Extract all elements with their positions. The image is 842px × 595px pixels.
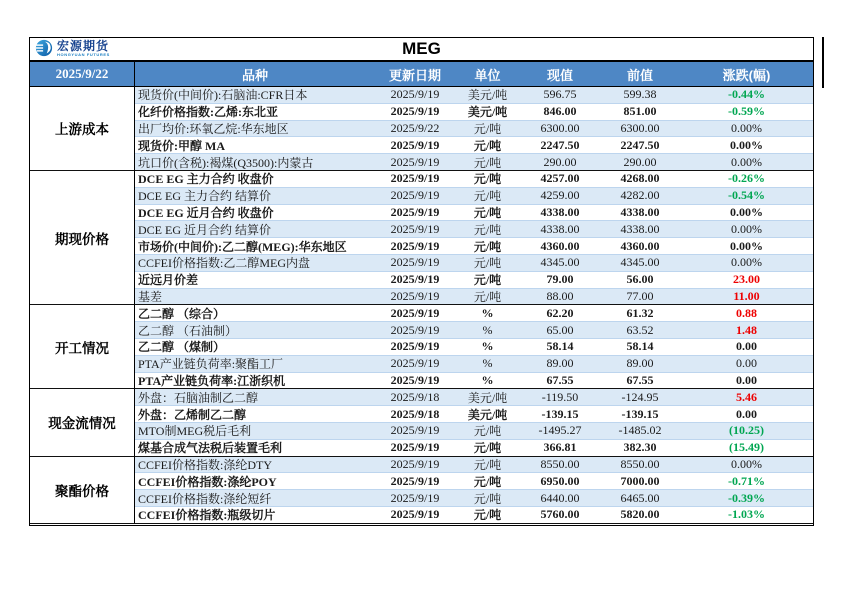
row-change-cell: 0.00 (680, 356, 813, 373)
row-unit-cell: 元/吨 (455, 255, 520, 272)
row-unit-cell: 美元/吨 (455, 87, 520, 104)
row-current-cell: 4338.00 (520, 205, 600, 222)
row-previous-cell: 63.52 (600, 322, 680, 339)
row-variety-cell: 外盘：乙烯制乙二醇 (135, 406, 375, 423)
row-date-cell: 2025/9/19 (375, 205, 455, 222)
row-date-cell: 2025/9/19 (375, 171, 455, 188)
company-logo (35, 39, 110, 57)
row-previous-cell: 77.00 (600, 289, 680, 306)
row-date-cell: 2025/9/19 (375, 457, 455, 474)
row-current-cell: 4257.00 (520, 171, 600, 188)
row-change-cell: 0.00 (680, 339, 813, 356)
row-variety-cell: MTO制MEG税后毛利 (135, 423, 375, 440)
row-date-cell: 2025/9/19 (375, 473, 455, 490)
row-current-cell: -139.15 (520, 406, 600, 423)
row-variety-cell: CCFEI价格指数:涤纶短纤 (135, 490, 375, 507)
row-unit-cell: % (455, 373, 520, 390)
title-row (30, 38, 813, 62)
row-change-cell: -0.59% (680, 104, 813, 121)
report-sheet (29, 37, 814, 526)
row-unit-cell: 元/吨 (455, 121, 520, 138)
row-previous-cell: 4268.00 (600, 171, 680, 188)
row-date-cell: 2025/9/19 (375, 507, 455, 524)
row-unit-cell: 元/吨 (455, 205, 520, 222)
row-unit-cell: 元/吨 (455, 188, 520, 205)
row-previous-cell: 851.00 (600, 104, 680, 121)
row-date-cell: 2025/9/19 (375, 289, 455, 306)
row-current-cell: 65.00 (520, 322, 600, 339)
row-date-cell: 2025/9/19 (375, 490, 455, 507)
row-previous-cell: 4282.00 (600, 188, 680, 205)
row-change-cell: 1.48 (680, 322, 813, 339)
row-change-cell: 0.00 (680, 373, 813, 390)
outer-gridline (822, 37, 824, 88)
row-unit-cell: 元/吨 (455, 272, 520, 289)
row-date-cell: 2025/9/19 (375, 272, 455, 289)
row-variety-cell: 市场价(中间价):乙二醇(MEG):华东地区 (135, 238, 375, 255)
header-change: 涨跌(幅) (722, 67, 771, 83)
row-previous-cell: 6300.00 (600, 121, 680, 138)
header-update-date: 更新日期 (388, 67, 441, 83)
row-variety-cell: CCFEI价格指数:瓶级切片 (135, 507, 375, 524)
header-current: 现值 (546, 67, 573, 83)
row-current-cell: 290.00 (520, 154, 600, 171)
row-variety-cell: 乙二醇 （综合） (135, 305, 375, 322)
row-current-cell: 4345.00 (520, 255, 600, 272)
row-current-cell: 4259.00 (520, 188, 600, 205)
row-current-cell: 6440.00 (520, 490, 600, 507)
row-current-cell: 6950.00 (520, 473, 600, 490)
row-unit-cell: % (455, 356, 520, 373)
row-unit-cell: 元/吨 (455, 154, 520, 171)
row-date-cell: 2025/9/19 (375, 356, 455, 373)
row-previous-cell: 2247.50 (600, 137, 680, 154)
header-unit: 单位 (474, 67, 501, 83)
row-unit-cell: 美元/吨 (455, 406, 520, 423)
row-change-cell: (15.49) (680, 440, 813, 457)
row-date-cell: 2025/9/18 (375, 406, 455, 423)
row-unit-cell: 元/吨 (455, 490, 520, 507)
row-current-cell: 79.00 (520, 272, 600, 289)
row-previous-cell: -124.95 (600, 389, 680, 406)
row-unit-cell: 元/吨 (455, 289, 520, 306)
row-previous-cell: 4345.00 (600, 255, 680, 272)
row-variety-cell: DCE EG 近月合约 收盘价 (135, 205, 375, 222)
row-variety-cell: CCFEI价格指数:乙二醇MEG内盘 (135, 255, 375, 272)
row-change-cell: -0.26% (680, 171, 813, 188)
row-change-cell: 0.00% (680, 205, 813, 222)
row-change-cell: 0.00% (680, 255, 813, 272)
row-unit-cell: % (455, 305, 520, 322)
row-unit-cell: 元/吨 (455, 171, 520, 188)
row-current-cell: 4338.00 (520, 221, 600, 238)
row-current-cell: 8550.00 (520, 457, 600, 474)
row-change-cell: -0.54% (680, 188, 813, 205)
row-unit-cell: 元/吨 (455, 507, 520, 524)
row-unit-cell: 元/吨 (455, 423, 520, 440)
row-change-cell: 0.00% (680, 457, 813, 474)
row-unit-cell: % (455, 322, 520, 339)
row-current-cell: 2247.50 (520, 137, 600, 154)
row-current-cell: 88.00 (520, 289, 600, 306)
row-variety-cell: 现货价:甲醇 MA (135, 137, 375, 154)
row-change-cell: -0.71% (680, 473, 813, 490)
row-variety-cell: 基差 (135, 289, 375, 306)
section-label: 期现价格 (30, 171, 135, 305)
row-unit-cell: 元/吨 (455, 238, 520, 255)
row-current-cell: 366.81 (520, 440, 600, 457)
logo-name-en: HONGYUAN FUTURES (57, 51, 110, 57)
row-previous-cell: 67.55 (600, 373, 680, 390)
row-variety-cell: 煤基合成气法税后装置毛利 (135, 440, 375, 457)
row-variety-cell: 出厂均价:环氧乙烷:华东地区 (135, 121, 375, 138)
row-change-cell: 0.00% (680, 121, 813, 138)
row-date-cell: 2025/9/19 (375, 423, 455, 440)
row-date-cell: 2025/9/19 (375, 238, 455, 255)
header-as-of-date: 2025/9/22 (30, 62, 135, 86)
row-variety-cell: CCFEI价格指数:涤纶DTY (135, 457, 375, 474)
row-unit-cell: 元/吨 (455, 137, 520, 154)
row-change-cell: -1.03% (680, 507, 813, 524)
row-date-cell: 2025/9/19 (375, 154, 455, 171)
row-change-cell: 11.00 (680, 289, 813, 306)
row-variety-cell: 外盘：石脑油制乙二醇 (135, 389, 375, 406)
logo-name-cn: 宏源期货 (57, 38, 110, 53)
row-previous-cell: 4338.00 (600, 205, 680, 222)
row-variety-cell: 乙二醇 （石油制） (135, 322, 375, 339)
row-unit-cell: % (455, 339, 520, 356)
row-variety-cell: PTA产业链负荷率:江浙织机 (135, 373, 375, 390)
section-label: 开工情况 (30, 305, 135, 389)
row-date-cell: 2025/9/19 (375, 87, 455, 104)
row-variety-cell: DCE EG 主力合约 收盘价 (135, 171, 375, 188)
row-current-cell: 58.14 (520, 339, 600, 356)
row-variety-cell: DCE EG 主力合约 结算价 (135, 188, 375, 205)
row-date-cell: 2025/9/19 (375, 440, 455, 457)
row-date-cell: 2025/9/19 (375, 104, 455, 121)
row-previous-cell: 6465.00 (600, 490, 680, 507)
row-change-cell: 0.00% (680, 137, 813, 154)
header-variety: 品种 (241, 67, 268, 83)
row-date-cell: 2025/9/19 (375, 221, 455, 238)
row-current-cell: 846.00 (520, 104, 600, 121)
row-date-cell: 2025/9/19 (375, 373, 455, 390)
row-previous-cell: 89.00 (600, 356, 680, 373)
section-label: 上游成本 (30, 87, 135, 171)
row-date-cell: 2025/9/19 (375, 322, 455, 339)
row-change-cell: 0.00% (680, 238, 813, 255)
row-current-cell: 6300.00 (520, 121, 600, 138)
row-unit-cell: 美元/吨 (455, 389, 520, 406)
row-variety-cell: CCFEI价格指数:涤纶POY (135, 473, 375, 490)
row-change-cell: 23.00 (680, 272, 813, 289)
row-change-cell: 0.88 (680, 305, 813, 322)
page-title: MEG (402, 39, 441, 58)
row-previous-cell: 599.38 (600, 87, 680, 104)
row-previous-cell: 7000.00 (600, 473, 680, 490)
row-change-cell: 0.00% (680, 154, 813, 171)
table-header (30, 62, 813, 87)
row-previous-cell: 5820.00 (600, 507, 680, 524)
row-variety-cell: 化纤价格指数:乙烯:东北亚 (135, 104, 375, 121)
row-variety-cell: 现货价(中间价):石脑油:CFR日本 (135, 87, 375, 104)
row-change-cell: -0.39% (680, 490, 813, 507)
row-current-cell: 596.75 (520, 87, 600, 104)
row-change-cell: -0.44% (680, 87, 813, 104)
row-date-cell: 2025/9/19 (375, 137, 455, 154)
row-current-cell: 89.00 (520, 356, 600, 373)
row-date-cell: 2025/9/19 (375, 255, 455, 272)
row-current-cell: 4360.00 (520, 238, 600, 255)
row-current-cell: 5760.00 (520, 507, 600, 524)
row-previous-cell: 4360.00 (600, 238, 680, 255)
header-previous: 前值 (626, 67, 653, 83)
row-current-cell: -1495.27 (520, 423, 600, 440)
row-current-cell: 62.20 (520, 305, 600, 322)
row-previous-cell: -139.15 (600, 406, 680, 423)
row-date-cell: 2025/9/19 (375, 305, 455, 322)
row-previous-cell: -1485.02 (600, 423, 680, 440)
row-unit-cell: 元/吨 (455, 221, 520, 238)
row-previous-cell: 58.14 (600, 339, 680, 356)
row-change-cell: 5.46 (680, 389, 813, 406)
table-body (30, 87, 813, 524)
row-variety-cell: PTA产业链负荷率:聚酯工厂 (135, 356, 375, 373)
row-previous-cell: 56.00 (600, 272, 680, 289)
row-variety-cell: 坑口价(含税):褐煤(Q3500):内蒙古 (135, 154, 375, 171)
row-previous-cell: 382.30 (600, 440, 680, 457)
row-date-cell: 2025/9/19 (375, 339, 455, 356)
row-current-cell: 67.55 (520, 373, 600, 390)
row-change-cell: 0.00% (680, 221, 813, 238)
row-current-cell: -119.50 (520, 389, 600, 406)
row-variety-cell: 乙二醇 （煤制） (135, 339, 375, 356)
row-unit-cell: 美元/吨 (455, 104, 520, 121)
row-variety-cell: 近远月价差 (135, 272, 375, 289)
row-previous-cell: 61.32 (600, 305, 680, 322)
row-variety-cell: DCE EG 近月合约 结算价 (135, 221, 375, 238)
row-unit-cell: 元/吨 (455, 473, 520, 490)
logo-text (57, 40, 110, 57)
section-label: 聚酯价格 (30, 457, 135, 524)
row-unit-cell: 元/吨 (455, 457, 520, 474)
row-previous-cell: 4338.00 (600, 221, 680, 238)
row-date-cell: 2025/9/18 (375, 389, 455, 406)
row-previous-cell: 8550.00 (600, 457, 680, 474)
row-date-cell: 2025/9/22 (375, 121, 455, 138)
row-change-cell: 0.00 (680, 406, 813, 423)
section-label: 现金流情况 (30, 389, 135, 456)
row-change-cell: (10.25) (680, 423, 813, 440)
row-previous-cell: 290.00 (600, 154, 680, 171)
row-unit-cell: 元/吨 (455, 440, 520, 457)
hongyuan-globe-icon (35, 39, 53, 57)
row-date-cell: 2025/9/19 (375, 188, 455, 205)
